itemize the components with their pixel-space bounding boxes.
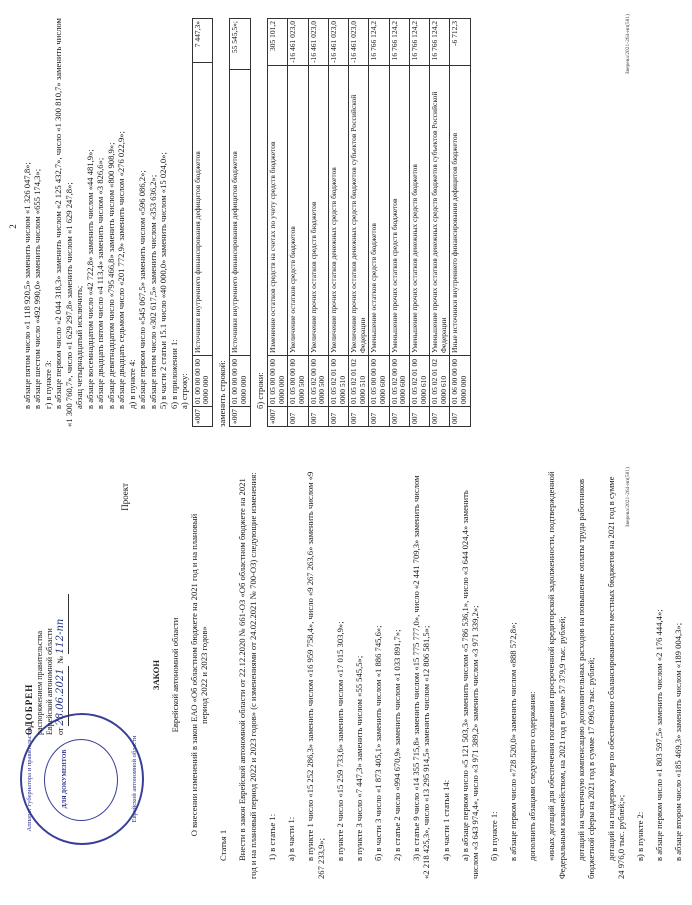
- table-cell: -16 461 023,0: [308, 19, 328, 66]
- table-cell: 01 05 02 01 00 0000 610: [409, 356, 429, 407]
- table-cell: Увеличение остатков средств бюджетов: [288, 65, 308, 355]
- table-row: [230, 19, 250, 427]
- table-cell: 01 05 00 00 00 0000 000: [268, 356, 288, 407]
- table-row: [328, 19, 348, 427]
- table-cell: 01 05 00 00 00 0000 600: [369, 356, 389, 407]
- approval-title: ОДОБРЕН: [24, 683, 34, 735]
- rows-label: б) строки:: [254, 372, 265, 409]
- table-row: [369, 19, 389, 427]
- region-name: Еврейской автономной области: [169, 617, 180, 733]
- table-cell: Уменьшение прочих остатков денежных средств бюджетов субъектов Российской Федерации: [430, 65, 450, 355]
- paragraph: в абзаце девятнадцатом число «795 466,8» заменить числом «800 908,9»;: [105, 142, 116, 409]
- law-title: О внесении изменений в закон ЕАО «Об областном бюджете на 2021 год и на плановый период 2022 и 2023 годов»: [188, 513, 210, 837]
- number-prefix: №: [56, 655, 66, 664]
- approval-block: [24, 483, 69, 735]
- table-cell: 01 05 02 01 00 0000 510: [328, 356, 348, 407]
- table-cell: 01 00 00 00 00 0000 000: [192, 356, 212, 407]
- paragraph: 4) в части 1 статьи 14:: [440, 779, 451, 861]
- table-cell: 16 766 124,2: [409, 19, 429, 66]
- page-number: 2: [8, 224, 18, 229]
- table-cell: Иные источники внутреннего финансирования дефицитов бюджетов: [450, 65, 470, 355]
- table-cell: 01 05 00 00 00 0000 500: [288, 356, 308, 407]
- table-row: [409, 19, 429, 427]
- table-row: [450, 19, 470, 427]
- paragraph: в абзаце двадцать седьмом число «201 772,9» заменить числом «276 022,9»;: [116, 131, 127, 409]
- paragraph: в) в пункте 2:: [635, 811, 646, 861]
- table-row: [349, 19, 369, 427]
- page-1-footer: Зверевa/2021-264-нп(581): [625, 467, 631, 528]
- paragraph: а) в части 1:: [286, 816, 297, 861]
- table-row: [430, 19, 450, 427]
- table-cell: «007: [230, 407, 250, 427]
- paragraph: в абзаце втором число «185 469,3» заменить числом «189 004,3»;: [673, 622, 684, 861]
- table-cell: 7 447,3»: [192, 19, 212, 63]
- paragraph: дотаций на поддержку мер по обеспечению сбалансированности местных бюджетов на 2021 год в сумме 24 976,0 тыс. рублей;»;: [605, 476, 627, 879]
- paragraph: абзац четырнадцатый исключить;: [74, 285, 85, 409]
- stamp-text-bottom: Еврейской автономной области: [131, 735, 138, 823]
- approval-line-1: распоряжением правительства: [35, 630, 45, 735]
- table-row: [389, 19, 409, 427]
- paragraph: в абзаце первом число «545 067,5» заменить числом «596 086,2»;: [137, 170, 148, 409]
- table-cell: Увеличение прочих остатков денежных средств бюджетов: [328, 65, 348, 355]
- table-cell: -16 461 023,0: [349, 19, 369, 66]
- table-cell: 55 545,5»;: [230, 19, 250, 70]
- paragraph: в абзаце двадцать пятом число «4 113,4» заменить числом «3 826,6»;: [95, 157, 106, 409]
- paragraph: 5) в части 2 статьи 15.1 число «40 000,0» заменить числом «15 024,0»;: [158, 152, 169, 409]
- table-row: [288, 19, 308, 427]
- paragraph: 3) в статье 9 число «14 355 715,8» заменить числом «15 775 777,0», число «2 441 709,3» заменить числом «2 218 425,3», число «13 295 914,5» заменить числом «12 806 581,5»;: [410, 475, 432, 879]
- paragraph: в пункте 3 число «7 447,3» заменить числом «55 545,5»;: [353, 655, 364, 861]
- paragraph: 1) в статье 1:: [266, 813, 277, 861]
- page-2-footer: Зверевa/2021-264-нп(581): [625, 14, 631, 75]
- table-cell: 01 05 02 00 00 0000 500: [308, 356, 328, 407]
- law-header: ЗАКОН: [150, 659, 161, 691]
- table-cell: 007: [288, 407, 308, 427]
- paragraph: Внести в закон Еврейской автономной области от 22.12.2020 № 661-ОЗ «Об областном бюджете на 2021 год и на плановый период 2022 и 2023 годов» (с изменениями от 24.02.2021 № 700-ОЗ) следующие изменения:: [237, 472, 258, 879]
- table-cell: Источники внутреннего финансирования дефицитов бюджетов: [230, 70, 250, 356]
- paragraph: а) строку:: [179, 373, 190, 409]
- paragraph: в абзаце первом число «728 520,0» заменить числом «888 572,8»;: [508, 622, 519, 861]
- table-cell: 007: [389, 407, 409, 427]
- paragraph: в абзаце первом число «2 044 318,3» заменить числом «2 125 432,7», число «1 300 810,7» заменить числом «1 300 760,7», число «1 629 297,8» заменить числом «1 629 247,8»;: [53, 18, 74, 427]
- table-cell: -16 461 023,0: [328, 19, 348, 66]
- table-cell: Источники внутреннего финансирования дефицитов бюджетов: [192, 63, 212, 356]
- table-cell: 16 766 124,2: [389, 19, 409, 66]
- number-value: 112-пп: [55, 594, 69, 654]
- paragraph: 2) в статье 2 число «994 670,9» заменить числом «1 033 891,7»;: [391, 629, 402, 861]
- page-1: [0, 453, 684, 905]
- table-cell: 007: [450, 407, 470, 427]
- table-cell: 305 101,2: [268, 19, 288, 66]
- page-2-body: [22, 18, 475, 427]
- table-cell: -6 712,3: [450, 19, 470, 66]
- table-old-row: [192, 18, 213, 427]
- approval-date-line: [55, 483, 69, 735]
- table-cell: Уменьшение прочих остатков денежных средств бюджетов: [409, 65, 429, 355]
- article-heading: Статья 1: [218, 829, 229, 861]
- table-new-row: [229, 18, 250, 427]
- paragraph: в абзаце пятом число «302 617,5» заменить числом «353 636,2»;: [147, 174, 158, 409]
- table-row: [308, 19, 328, 427]
- table-cell: 01 05 02 00 00 0000 600: [389, 356, 409, 407]
- paragraph: в пункте 1 число «15 252 286,3» заменить числом «16 959 758,4», число «9 267 263,6» заменить числом «9 267 233,9»;: [305, 471, 326, 879]
- table-cell: Изменение остатков средств на счетах по учету средств бюджетов: [268, 65, 288, 355]
- table-cell: 007: [369, 407, 389, 427]
- paragraph: б) в пункте 1:: [489, 811, 500, 861]
- paragraph: в абзаце пятом число «1 118 920,5» заменить числом «1 326 047,8»;: [22, 162, 32, 409]
- stamp-text-top: Аппарат губернатора и правительства: [26, 726, 33, 832]
- table-cell: Уменьшение остатков средств бюджетов: [369, 65, 389, 355]
- replace-label: заменить строкой:: [217, 360, 227, 427]
- table-cell: Уменьшение прочих остатков средств бюджетов: [389, 65, 409, 355]
- paragraph: в пункте 2 число «15 259 733,6» заменить числом «17 015 303,9»;: [334, 621, 345, 861]
- project-label: Проект: [120, 483, 130, 511]
- table-cell: Увеличение прочих остатков средств бюджетов: [308, 65, 328, 355]
- table-budget-rows: [267, 18, 471, 427]
- table-cell: 16 766 124,2: [430, 19, 450, 66]
- table-cell: «007: [268, 407, 288, 427]
- stamp-inner-ring: [44, 739, 118, 821]
- approval-line-2: Еврейской автономной области: [45, 628, 55, 735]
- table-row: [268, 19, 288, 427]
- paragraph: д) в пункте 4:: [126, 359, 137, 409]
- page-2: [0, 0, 639, 453]
- table-cell: «007: [192, 407, 212, 427]
- table-cell: 01 05 02 01 02 0000 610: [430, 356, 450, 407]
- table-cell: 007: [430, 407, 450, 427]
- date-prefix: от: [56, 727, 66, 735]
- table-cell: 01 00 00 00 00 0000 000: [230, 356, 250, 407]
- table-cell: Увеличение прочих остатков денежных средств бюджетов субъектов Российской Федерации: [349, 65, 369, 355]
- table-cell: 16 766 124,2: [369, 19, 389, 66]
- page-1-body: [142, 471, 692, 879]
- table-cell: 007: [409, 407, 429, 427]
- paragraph: дополнить абзацами следующего содержания:: [527, 691, 538, 861]
- table-cell: 01 06 00 00 00 0000 000: [450, 356, 470, 407]
- table-cell: 01 05 02 01 02 0000 510: [349, 356, 369, 407]
- table-cell: 007: [308, 407, 328, 427]
- stamp-text-center: ДЛЯ ДОКУМЕНТОВ: [62, 749, 68, 809]
- paragraph: б) в части 3 число «1 873 405,1» заменить числом «1 886 745,6»;: [372, 625, 383, 861]
- paragraph: а) в абзаце первом число «5 121 503,3» заменить числом «5 786 536,1», число «3 644 024,4» заменить числом «3 643 974,4», число «3 971 389,2» заменить числом «3 971 339,2»;: [459, 490, 481, 879]
- table-row: [192, 19, 212, 427]
- paragraph: дотаций на частичную компенсацию дополнительных расходов на повышение оплаты труда работников бюджетной сферы на 2021 год в сумме 17 096,9 тыс. рублей;: [575, 478, 597, 879]
- table-cell: 007: [328, 407, 348, 427]
- paragraph: в абзаце шестом число «492 990,0» заменить числом «655 174,3»;: [32, 168, 43, 409]
- paragraph: 6) в приложении 1:: [168, 339, 179, 409]
- table-cell: -16 461 023,0: [288, 19, 308, 66]
- paragraph: «иных дотаций для обеспечения погашения просроченной кредиторской задолженности, подтвержденной Федеральным казначейством, на 2021 год в сумме 57 379,9 тыс. рублей;: [546, 471, 567, 879]
- date-value: 28.06.2021: [55, 666, 69, 726]
- paragraph: г) в пункте 3:: [42, 360, 53, 409]
- paragraph: в абзаце первом число «1 803 597,5» заменить числом «2 176 444,4»;: [654, 609, 665, 861]
- paragraph: в абзаце восемнадцатом число «42 722,8» заменить числом «44 481,9»;: [84, 149, 95, 409]
- table-cell: 007: [349, 407, 369, 427]
